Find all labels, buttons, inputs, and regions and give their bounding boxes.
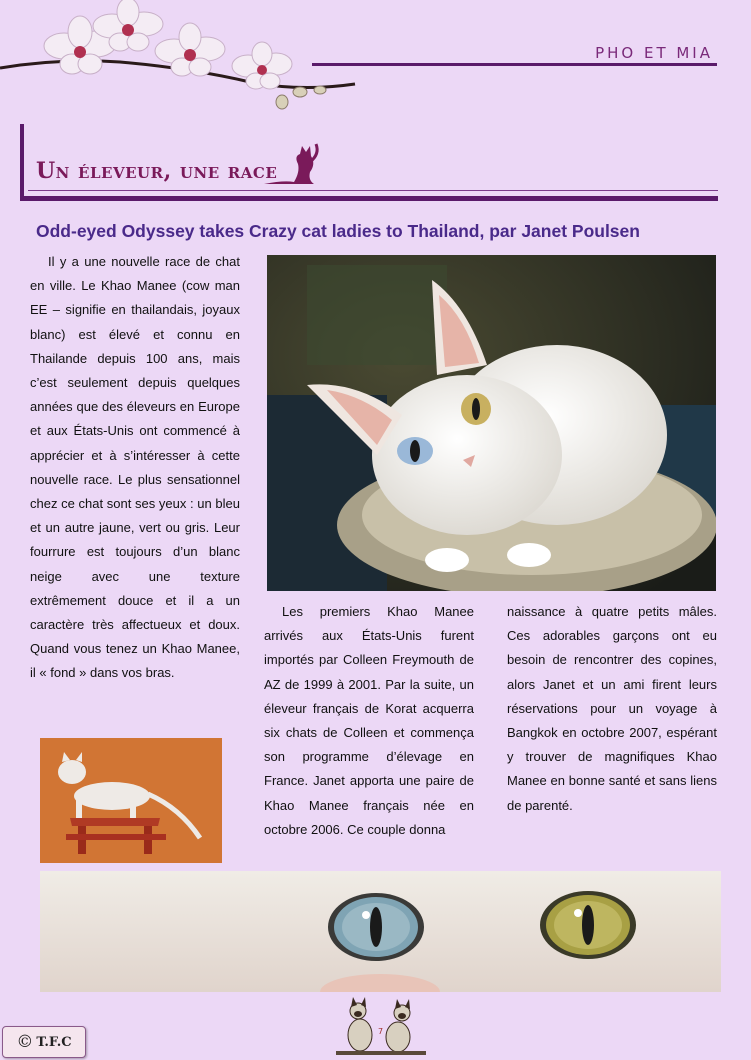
header-rule: [312, 63, 717, 66]
copyright-symbol: ©: [16, 1032, 34, 1052]
article-title: Odd-eyed Odyssey takes Crazy cat ladies to Thailand, par Janet Poulsen: [36, 221, 640, 241]
paragraph: naissance à quatre petits mâles. Ces adorables garçons ont eu besoin de rencontrer des copines, alors Janet et un ami firent leurs réservations pour un voyage à Bangkok en octobre 2007, espérant y trouver de magnifiques Khao Manee en bonne santé et sans liens de parenté.: [507, 604, 717, 813]
section-header-thin-rule: [28, 190, 718, 191]
section-title: Un éleveur, une race: [36, 158, 278, 184]
section-header-vertical-bar: [20, 124, 24, 200]
section-header-rule: [20, 196, 718, 201]
magazine-brand: PHO ET MIA: [595, 44, 713, 62]
article-column-3: [507, 600, 717, 818]
page-number: 7: [378, 1027, 384, 1036]
cat-silhouette-icon: [264, 142, 324, 186]
section-header: [20, 124, 718, 206]
orchid-branch-illustration: [0, 0, 370, 120]
article-column-1: [30, 250, 240, 686]
article-column-2: [264, 600, 474, 842]
paragraph: Les premiers Khao Manee arrivés aux États-Unis furent importés par Colleen Freymouth de AZ de 1999 à 2001. Par la suite, un éleveur français de Korat acquerra six chats de Colleen et commença son programme d’élevage en France. Janet apporta une paire de Khao Manee français née en octobre 2006. Ce couple donna: [264, 604, 474, 837]
copyright-badge: [2, 1026, 86, 1058]
white-cat-photo: [267, 255, 716, 591]
cat-painting-image: [40, 738, 222, 863]
paragraph: Il y a une nouvelle race de chat en ville. Le Khao Manee (cow man EE – signifie en thailandais, joyaux blanc) est élevé et connu en Thailande depuis 100 ans, mais c’est seulement depuis quelques années que des éleveurs en Europe et aux États-Unis ont commencé à apprécier et à s’intéresser à cette nouvelle race. Le plus sensationnel chez ce chat sont ses yeux : un bleu et un autre jaune, vert ou gris. Leur fourrure est toujours d’un blanc neige avec une texture extrêmement douce et il a un caractère très affectueux et doux. Quand vous tenez un Khao Manee, il « fond » dans vos bras.: [30, 254, 240, 681]
siamese-cats-logo: [334, 995, 428, 1057]
copyright-badge-label: T.F.C: [36, 1034, 72, 1050]
cat-eyes-banner-photo: [40, 871, 721, 992]
